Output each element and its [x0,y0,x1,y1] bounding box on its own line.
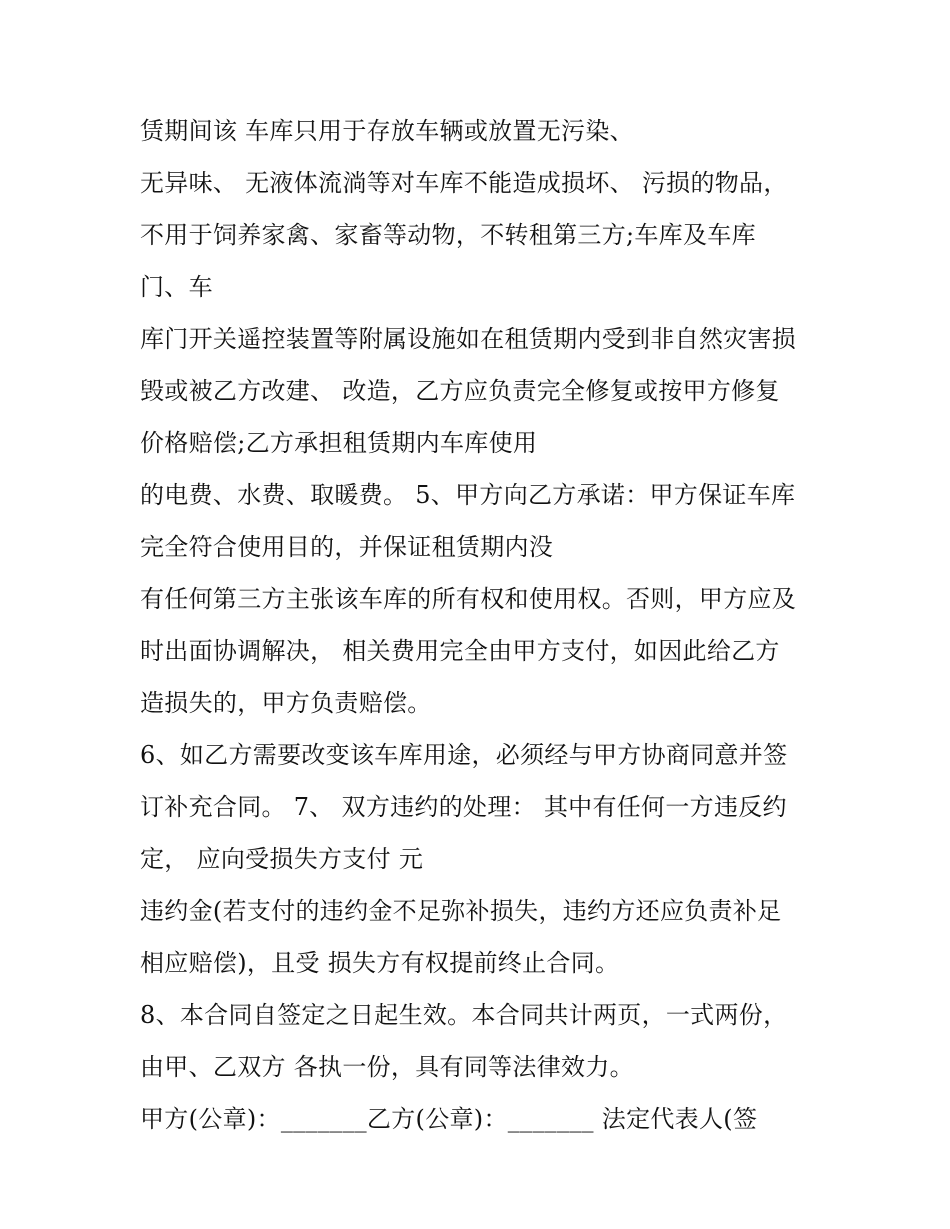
text-line: 毁或被乙方改建、 改造，乙方应负责完全修复或按甲方修复 [140,377,780,405]
contract-text-body [140,105,840,1145]
text-line: 的电费、水费、取暖费。 5、甲方向乙方承诺：甲方保证车库 [140,481,796,509]
text-line: 造损失的，甲方负责赔偿。 [140,689,432,717]
text-line: 8、本合同自签定之日起生效。本合同共计两页，一式两份， [140,1001,788,1029]
text-line: 时出面协调解决， 相关费用完全由甲方支付，如因此给乙方 [140,637,780,665]
text-line: 相应赔偿)，且受 损失方有权提前终止合同。 [140,949,620,977]
text-line: 由甲、乙双方 各执一份，具有同等法律效力。 [140,1053,634,1081]
text-line: 价格赔偿;乙方承担租赁期内车库使用 [140,429,538,457]
text-line: 完全符合使用目的，并保证租赁期内没 [140,533,554,561]
text-line: 违约金(若支付的违约金不足弥补损失，违约方还应负责补足 [140,897,782,925]
text-line: 6、如乙方需要改变该车库用途，必须经与甲方协商同意并签 [140,741,788,769]
text-line: 定， 应向受损失方支付 元 [140,845,424,873]
text-line: 不用于饲养家禽、家畜等动物，不转租第三方;车库及车库 [140,221,756,249]
text-line: 无异味、 无液体流淌等对车库不能造成损坏、 污损的物品， [140,169,788,197]
text-line: 赁期间该 车库只用于存放车辆或放置无污染、 [140,117,634,145]
text-line: 门、车 [140,273,213,301]
text-line: 有任何第三方主张该车库的所有权和使用权。否则，甲方应及 [140,585,797,613]
text-line: 库门开关遥控装置等附属设施如在租赁期内受到非自然灾害损 [140,325,797,353]
text-line: 甲方(公章)：_______乙方(公章)：_______ 法定代表人(签 [140,1105,758,1133]
text-line: 订补充合同。 7、 双方违约的处理： 其中有任何一方违反约 [140,793,787,821]
